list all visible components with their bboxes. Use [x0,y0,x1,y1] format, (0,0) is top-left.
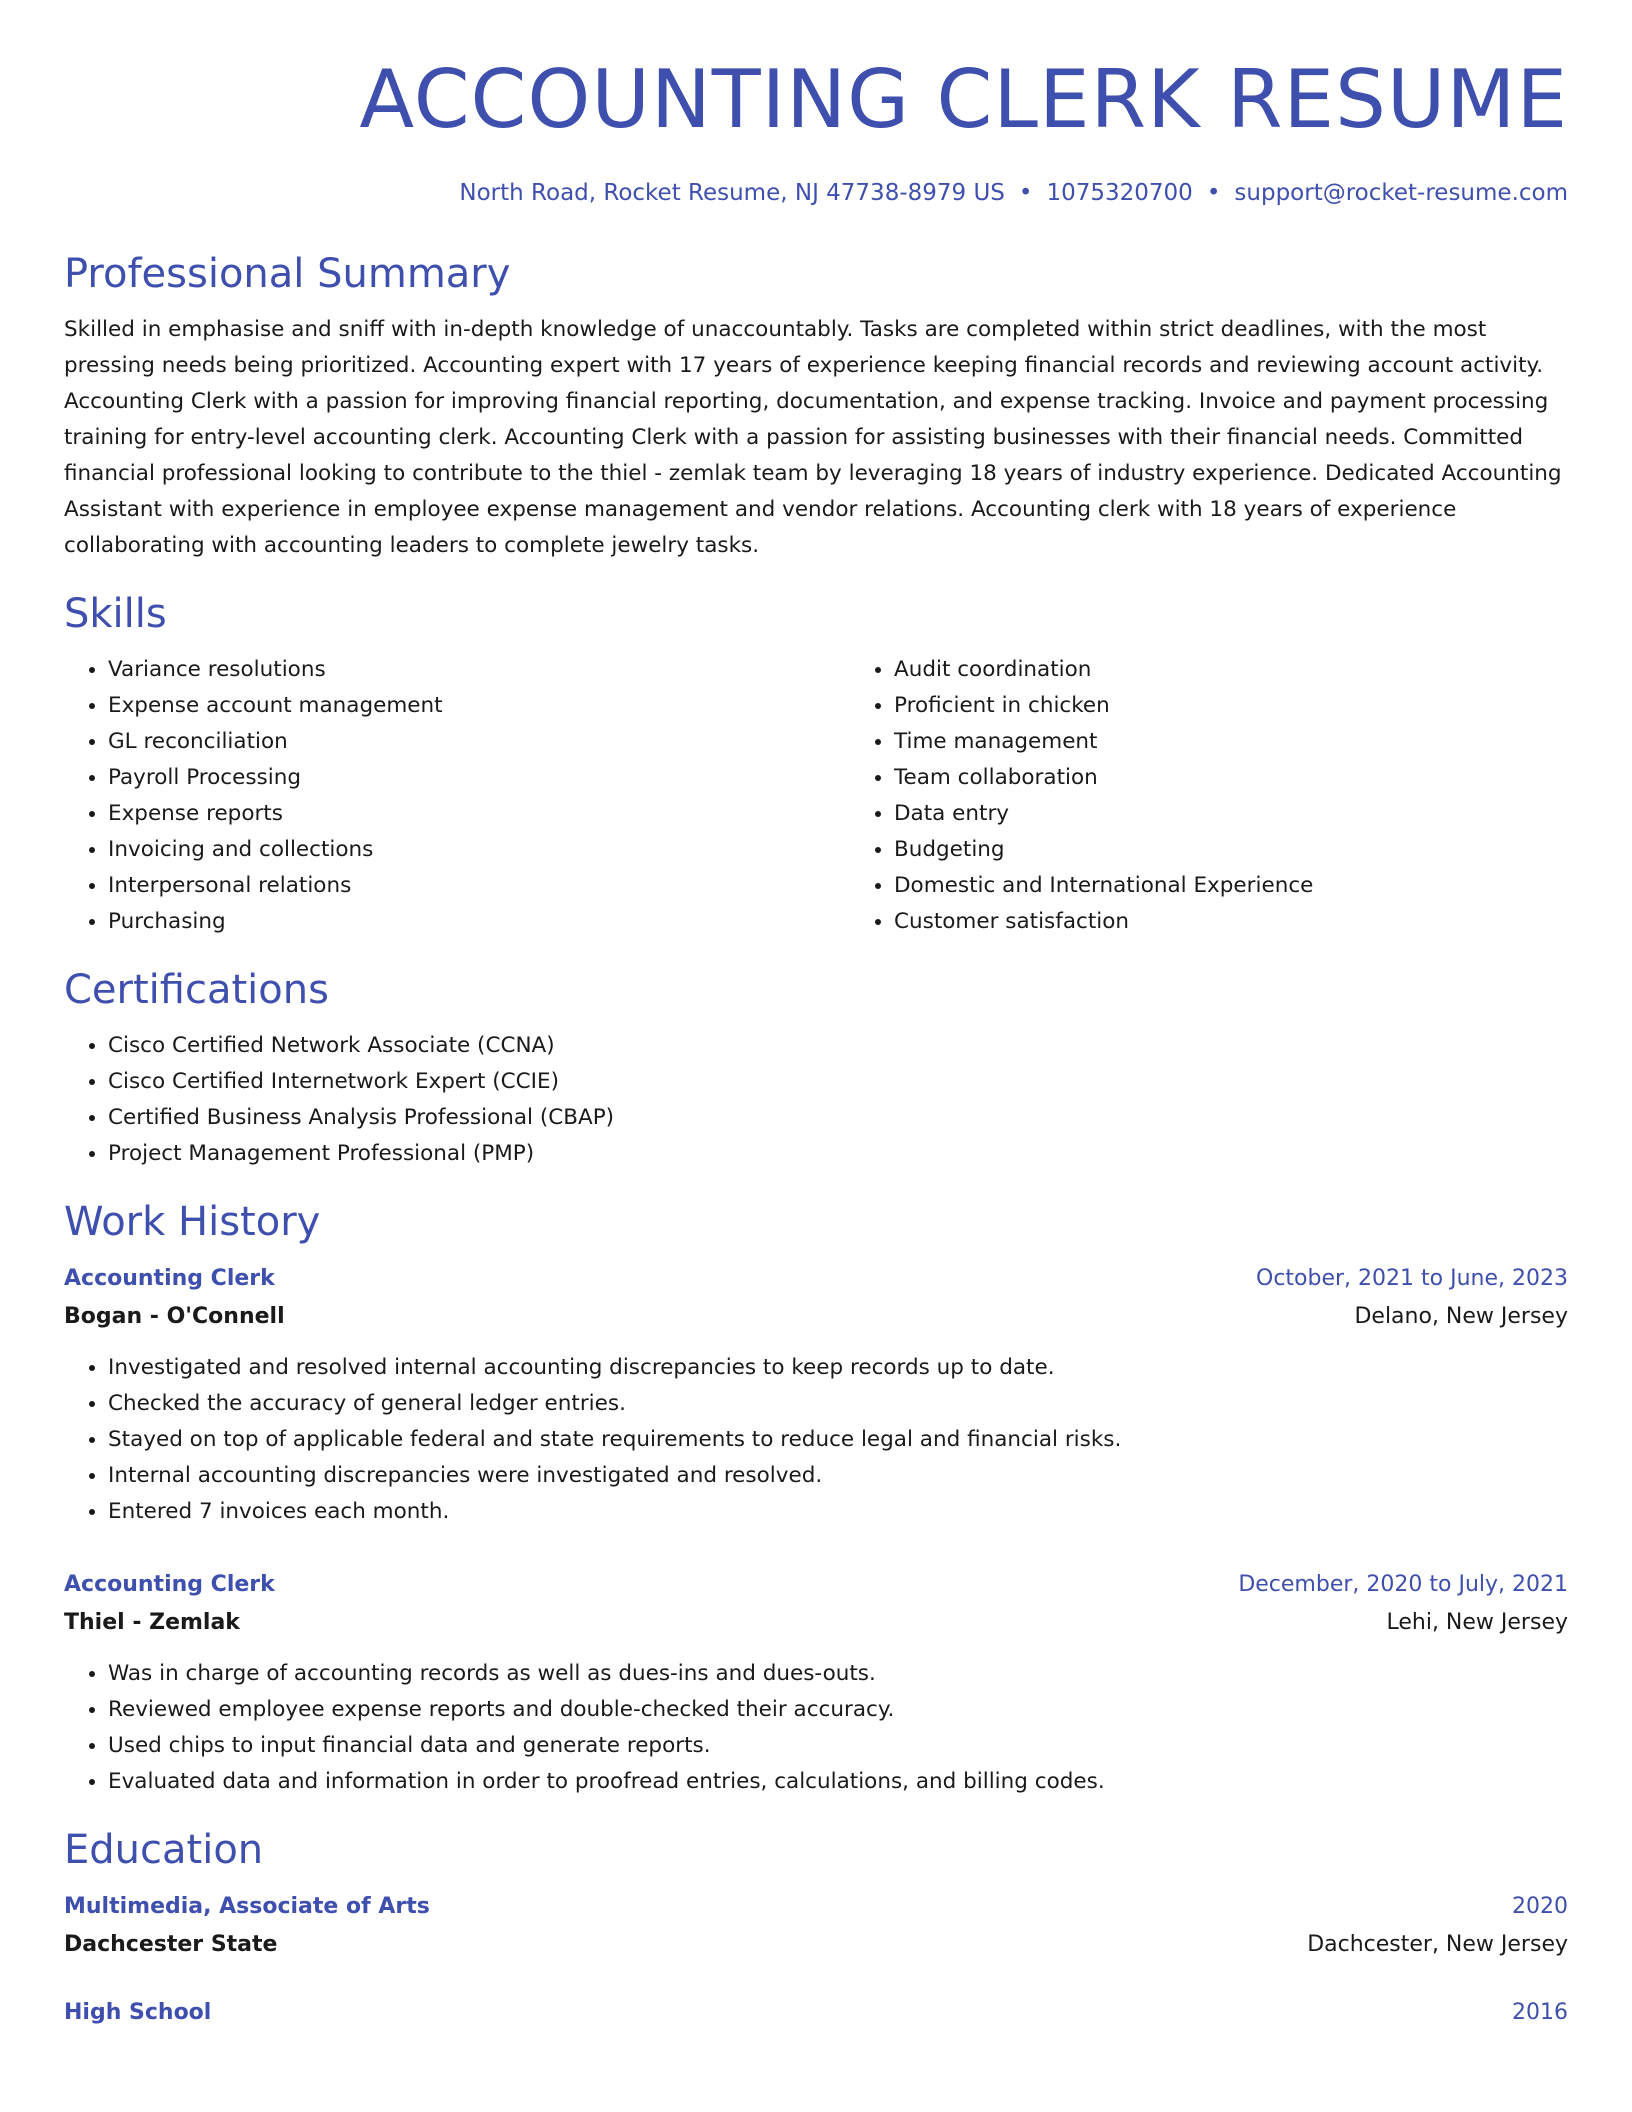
job-duty: • Used chips to input financial data and generate reports. [108,1728,1568,1764]
skill-item: • Time management [894,724,1313,760]
certification-item: • Project Management Professional (PMP) [108,1136,1568,1172]
skill-item: • Expense account management [108,688,850,724]
job-duties [64,1656,1568,1800]
job-duty: • Investigated and resolved internal accounting discrepancies to keep records up to date. [108,1350,1568,1386]
skill-item: • Team collaboration [894,760,1313,796]
section-title-summary: Professional Summary [64,251,511,297]
skill-item: • Audit coordination [894,652,1313,688]
certification-item: • Certified Business Analysis Professional (CBAP) [108,1100,1568,1136]
education-degree: Multimedia, Associate of Arts [64,1894,430,1919]
job-duty: • Checked the accuracy of general ledger entries. [108,1386,1568,1422]
education-degree: High School [64,2000,212,2025]
job-duty: • Entered 7 invoices each month. [108,1494,1568,1530]
resume-title: ACCOUNTING CLERK RESUME [359,53,1568,146]
contact-phone: 1075320700 [1046,180,1193,206]
skill-item: • Domestic and International Experience [894,868,1313,904]
education-year: 2016 [1512,2000,1568,2025]
section-title-skills: Skills [64,591,167,637]
job-dates: December, 2020 to July, 2021 [1238,1572,1568,1597]
contact-line [64,180,1568,206]
skill-item: • Expense reports [108,796,850,832]
work-history-section [64,1198,1568,1800]
skills-section [64,590,1568,940]
education-location: Dachcester, New Jersey [1307,1932,1568,1957]
contact-email: support@rocket-resume.com [1234,180,1568,206]
separator-dot: • [1206,180,1221,206]
job-duty: • Was in charge of accounting records as well as dues-ins and dues-outs. [108,1656,1568,1692]
education-year: 2020 [1512,1894,1568,1919]
skill-item: • Purchasing [108,904,850,940]
skills-list-left [64,652,850,940]
job-company: Bogan - O'Connell [64,1304,285,1329]
education-entry [64,1888,1568,1964]
job-company: Thiel - Zemlak [64,1610,240,1635]
skill-item: • Interpersonal relations [108,868,850,904]
skills-columns [64,652,1568,940]
job-duty: • Stayed on top of applicable federal and state requirements to reduce legal and financial risks. [108,1422,1568,1458]
job-location: Delano, New Jersey [1354,1304,1568,1329]
job-title: Accounting Clerk [64,1572,275,1597]
job-entry [64,1260,1568,1530]
education-entry [64,1994,1568,2032]
job-duty: • Evaluated data and information in order to proofread entries, calculations, and billing codes. [108,1764,1568,1800]
section-title-certifications: Certifications [64,967,329,1013]
skill-item: • GL reconciliation [108,724,850,760]
certification-item: • Cisco Certified Network Associate (CCNA) [108,1028,1568,1064]
section-title-education: Education [64,1827,264,1873]
skill-item: • Budgeting [894,832,1313,868]
certifications-list [64,1028,1568,1172]
skill-item: • Data entry [894,796,1313,832]
separator-dot: • [1018,180,1033,206]
section-title-work-history: Work History [64,1199,321,1245]
education-school: Dachcester State [64,1932,278,1957]
skill-item: • Customer satisfaction [894,904,1313,940]
certifications-section [64,966,1568,1172]
education-section [64,1826,1568,2032]
job-title: Accounting Clerk [64,1266,275,1291]
skill-item: • Proficient in chicken [894,688,1313,724]
certification-item: • Cisco Certified Internetwork Expert (CCIE) [108,1064,1568,1100]
contact-address: North Road, Rocket Resume, NJ 47738-8979 US [459,180,1005,206]
job-location: Lehi, New Jersey [1386,1610,1568,1635]
skill-item: • Variance resolutions [108,652,850,688]
skills-list-right [850,652,1313,940]
job-duties [64,1350,1568,1530]
job-dates: October, 2021 to June, 2023 [1256,1266,1568,1291]
job-entry [64,1566,1568,1800]
job-duty: • Internal accounting discrepancies were investigated and resolved. [108,1458,1568,1494]
summary-text: Skilled in emphasise and sniff with in-depth knowledge of unaccountably. Tasks are completed within strict deadlines, with the most pressing needs being prioritized. Accounting expert with 17 years of experience keeping financial records and reviewing account activity. Accounting Clerk with a passion for improving financial reporting, documentation, and expense tracking. Invoice and payment processing training for entry-level accounting clerk. Accounting Clerk with a passion for assisting businesses with their financial needs. Committed financial professional looking to contribute to the thiel - zemlak team by leveraging 18 years of industry experience. Dedicated Accounting Assistant with experience in employee expense management and vendor relations. Accounting clerk with 18 years of experience collaborating with accounting leaders to complete jewelry tasks. [64,317,1562,558]
skill-item: • Invoicing and collections [108,832,850,868]
skill-item: • Payroll Processing [108,760,850,796]
job-duty: • Reviewed employee expense reports and double-checked their accuracy. [108,1692,1568,1728]
